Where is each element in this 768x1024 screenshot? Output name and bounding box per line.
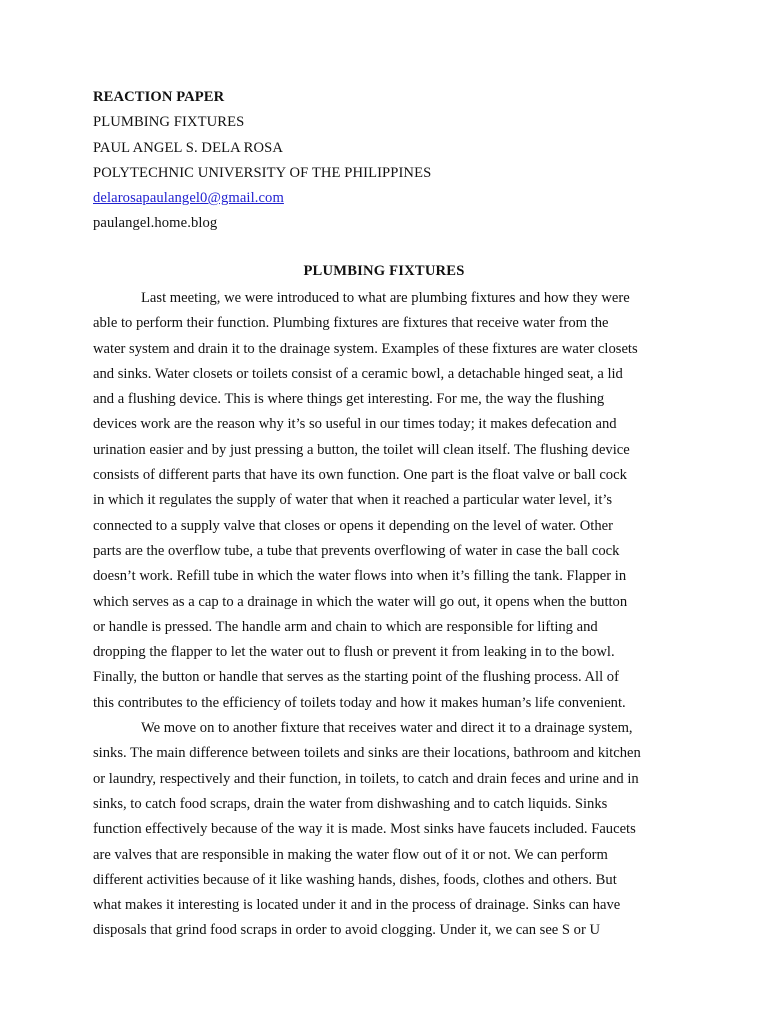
paragraph-line: disposals that grind food scraps in order to avoid clogging. Under it, we can see S or U xyxy=(93,922,601,939)
paragraph-line: water system and drain it to the drainage system. Examples of these fixtures are water closets xyxy=(93,340,638,357)
paragraph-line: sinks, to catch food scraps, drain the water from dishwashing and to catch liquids. Sinks xyxy=(93,795,608,812)
email-link[interactable]: delarosapaulangel0@gmail.com xyxy=(93,190,284,207)
paragraph-line: are valves that are responsible in making the water flow out of it or not. We can perform xyxy=(93,846,608,863)
paragraph-line: dropping the flapper to let the water out to flush or prevent it from leaking in to the bowl. xyxy=(93,644,615,661)
paragraph-line: Finally, the button or handle that serves as the starting point of the flushing process. All of xyxy=(93,669,619,686)
paragraph-line: different activities because of it like washing hands, dishes, foods, clothes and others. But xyxy=(93,871,617,888)
document-type: REACTION PAPER xyxy=(93,89,225,105)
paragraph-line: Last meeting, we were introduced to what are plumbing fixtures and how they were xyxy=(141,290,630,306)
paragraph-line: function effectively because of the way it is made. Most sinks have faucets included. Faucets xyxy=(93,821,636,838)
email-line xyxy=(93,186,693,211)
paragraph-line: and sinks. Water closets or toilets consist of a ceramic bowl, a detachable hinged seat, a lid xyxy=(93,365,623,382)
paragraph-line: which serves as a cap to a drainage in which the water will go out, it opens when the button xyxy=(93,593,628,610)
paragraph-line: what makes it interesting is located under it and in the process of drainage. Sinks can have xyxy=(93,897,621,914)
paragraph-line: devices work are the reason why it’s so useful in our times today; it makes defecation and xyxy=(93,416,617,433)
paragraph-line: this contributes to the efficiency of toilets today and how it makes human’s life convenient. xyxy=(93,694,626,711)
paragraph-line: and a flushing device. This is where things get interesting. For me, the way the flushing xyxy=(93,391,605,408)
paragraph-line: or handle is pressed. The handle arm and chain to which are responsible for lifting and xyxy=(93,618,598,635)
document-header xyxy=(93,85,693,237)
paragraph-line: doesn’t work. Refill tube in which the water flows into when it’s filling the tank. Flapper in xyxy=(93,568,627,585)
blog-address: paulangel.home.blog xyxy=(93,215,218,232)
paragraph-line: able to perform their function. Plumbing fixtures are fixtures that receive water from the xyxy=(93,315,609,332)
paragraph-line: in which it regulates the supply of water that when it reached a particular water level, it’s xyxy=(93,492,613,509)
paragraph-line: sinks. The main difference between toilets and sinks are their locations, bathroom and kitchen xyxy=(93,745,641,762)
paragraph-line: urination easier and by just pressing a button, the toilet will clean itself. The flushing device xyxy=(93,441,630,458)
paper-subject: PLUMBING FIXTURES xyxy=(93,114,245,131)
paragraph-line: We move on to another fixture that receives water and direct it to a drainage system, xyxy=(141,720,633,737)
body-text xyxy=(93,286,693,944)
paragraph-line: connected to a supply valve that closes or opens it depending on the level of water. Other xyxy=(93,517,613,534)
paragraph-line: consists of different parts that have its own function. One part is the float valve or ball cock xyxy=(93,467,627,484)
paragraph-line: parts are the overflow tube, a tube that prevents overflowing of water in case the ball cock xyxy=(93,542,620,559)
author-name: PAUL ANGEL S. DELA ROSA xyxy=(93,139,284,156)
section-title: PLUMBING FIXTURES xyxy=(303,263,465,279)
institution-name: POLYTECHNIC UNIVERSITY OF THE PHILIPPINES xyxy=(93,164,432,181)
paragraph-line: or laundry, respectively and their function, in toilets, to catch and drain feces and urine and in xyxy=(93,770,639,787)
